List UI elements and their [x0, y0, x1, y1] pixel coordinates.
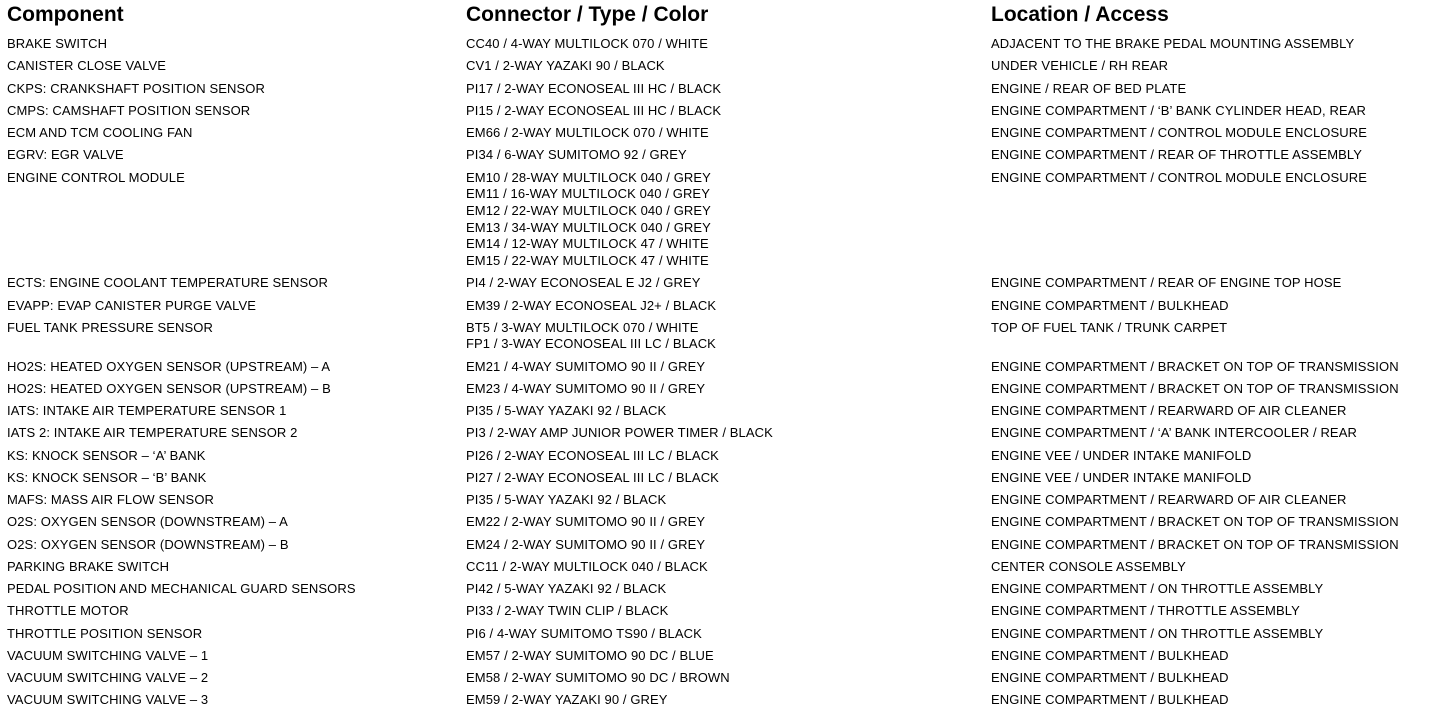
connector-line: EM24 / 2-WAY SUMITOMO 90 II / GREY: [466, 536, 706, 552]
connector-line: PI3 / 2-WAY AMP JUNIOR POWER TIMER / BLACK: [466, 425, 773, 441]
connector-line: PI33 / 2-WAY TWIN CLIP / BLACK: [466, 603, 669, 619]
connector-line: EM13 / 34-WAY MULTILOCK 040 / GREY: [466, 219, 711, 235]
component-name: ECTS: ENGINE COOLANT TEMPERATURE SENSOR: [7, 275, 329, 291]
connector-cell: [466, 692, 668, 709]
connector-line: BT5 / 3-WAY MULTILOCK 070 / WHITE: [466, 319, 699, 335]
connector-line: PI4 / 2-WAY ECONOSEAL E J2 / GREY: [466, 275, 701, 291]
location-cell: ENGINE COMPARTMENT / BULKHEAD: [991, 647, 1229, 663]
connector-cell: [466, 648, 714, 665]
connector-line: EM57 / 2-WAY SUMITOMO 90 DC / BLUE: [466, 647, 714, 663]
component-name: VACUUM SWITCHING VALVE – 2: [7, 670, 209, 686]
connector-cell: [466, 320, 716, 353]
connector-line: PI15 / 2-WAY ECONOSEAL III HC / BLACK: [466, 102, 722, 118]
component-name: EGRV: EGR VALVE: [7, 147, 124, 163]
connector-line: PI17 / 2-WAY ECONOSEAL III HC / BLACK: [466, 80, 722, 96]
connector-line: EM22 / 2-WAY SUMITOMO 90 II / GREY: [466, 514, 706, 530]
component-name: CKPS: CRANKSHAFT POSITION SENSOR: [7, 80, 265, 96]
connector-cell: [466, 359, 705, 376]
component-name: PARKING BRAKE SWITCH: [7, 558, 170, 574]
connector-line: PI6 / 4-WAY SUMITOMO TS90 / BLACK: [466, 625, 702, 641]
header-connector: Connector / Type / Color: [466, 3, 709, 26]
connector-cell: [466, 448, 719, 465]
connector-cell: [466, 275, 700, 292]
connector-cell: [466, 514, 705, 531]
connector-line: PI35 / 5-WAY YAZAKI 92 / BLACK: [466, 492, 667, 508]
component-name: IATS: INTAKE AIR TEMPERATURE SENSOR 1: [7, 403, 287, 419]
connector-line: CC11 / 2-WAY MULTILOCK 040 / BLACK: [466, 558, 708, 574]
connector-line: CV1 / 2-WAY YAZAKI 90 / BLACK: [466, 58, 665, 74]
connector-cell: [466, 670, 730, 687]
location-cell: ENGINE COMPARTMENT / BULKHEAD: [991, 670, 1229, 686]
connector-cell: [466, 425, 773, 442]
connector-line: EM21 / 4-WAY SUMITOMO 90 II / GREY: [466, 358, 706, 374]
connector-cell: [466, 581, 666, 598]
location-cell: TOP OF FUEL TANK / TRUNK CARPET: [991, 319, 1228, 335]
component-name: VACUUM SWITCHING VALVE – 3: [7, 692, 209, 708]
connector-line: EM10 / 28-WAY MULTILOCK 040 / GREY: [466, 169, 711, 185]
location-cell: ENGINE VEE / UNDER INTAKE MANIFOLD: [991, 447, 1252, 463]
connector-line: EM66 / 2-WAY MULTILOCK 070 / WHITE: [466, 125, 709, 140]
component-name: O2S: OXYGEN SENSOR (DOWNSTREAM) – A: [7, 514, 288, 530]
connector-line: EM58 / 2-WAY SUMITOMO 90 DC / BROWN: [466, 670, 730, 686]
connector-cell: [466, 298, 716, 315]
location-cell: ENGINE COMPARTMENT / BULKHEAD: [991, 297, 1229, 313]
component-name: PEDAL POSITION AND MECHANICAL GUARD SENSORS: [7, 581, 356, 597]
component-name: THROTTLE MOTOR: [7, 603, 129, 619]
connector-line: EM11 / 16-WAY MULTILOCK 040 / GREY: [466, 186, 710, 202]
connector-line: PI27 / 2-WAY ECONOSEAL III LC / BLACK: [466, 469, 719, 485]
component-name: CMPS: CAMSHAFT POSITION SENSOR: [7, 102, 251, 118]
component-name: EVAPP: EVAP CANISTER PURGE VALVE: [7, 297, 257, 313]
header-component: Component: [7, 3, 124, 26]
connector-cell: [466, 492, 666, 509]
location-cell: ENGINE COMPARTMENT / REARWARD OF AIR CLEANER: [991, 403, 1347, 419]
component-name: ENGINE CONTROL MODULE: [7, 169, 185, 185]
connector-line: PI26 / 2-WAY ECONOSEAL III LC / BLACK: [466, 447, 719, 463]
component-name: CANISTER CLOSE VALVE: [7, 58, 167, 74]
connector-line: EM15 / 22-WAY MULTILOCK 47 / WHITE: [466, 253, 709, 269]
connector-cell: [466, 381, 705, 398]
connector-line: EM14 / 12-WAY MULTILOCK 47 / WHITE: [466, 236, 709, 252]
connector-line: EM59 / 2-WAY YAZAKI 90 / GREY: [466, 692, 668, 708]
location-cell: ENGINE COMPARTMENT / BRACKET ON TOP OF TRANSMISSION: [991, 536, 1399, 552]
location-cell: ENGINE VEE / UNDER INTAKE MANIFOLD: [991, 469, 1252, 485]
connector-cell: [466, 603, 668, 620]
component-name: HO2S: HEATED OXYGEN SENSOR (UPSTREAM) – B: [7, 380, 331, 396]
location-cell: ENGINE COMPARTMENT / THROTTLE ASSEMBLY: [991, 603, 1300, 619]
connector-line: PI35 / 5-WAY YAZAKI 92 / BLACK: [466, 403, 667, 419]
location-cell: CENTER CONSOLE ASSEMBLY: [991, 558, 1186, 574]
connector-cell: [466, 626, 702, 643]
component-name: O2S: OXYGEN SENSOR (DOWNSTREAM) – B: [7, 536, 289, 552]
component-name: THROTTLE POSITION SENSOR: [7, 625, 203, 641]
connector-line: EM12 / 22-WAY MULTILOCK 040 / GREY: [466, 202, 711, 218]
connector-cell: [466, 58, 665, 75]
connector-cell: [466, 36, 708, 53]
location-cell: ENGINE / REAR OF BED PLATE: [991, 80, 1187, 96]
connector-line: PI34 / 6-WAY SUMITOMO 92 / GREY: [466, 147, 687, 163]
connector-line: EM39 / 2-WAY ECONOSEAL J2+ / BLACK: [466, 297, 717, 313]
location-cell: ENGINE COMPARTMENT / BRACKET ON TOP OF TRANSMISSION: [991, 380, 1399, 396]
component-name: KS: KNOCK SENSOR – ‘A’ BANK: [7, 447, 206, 463]
component-name: FUEL TANK PRESSURE SENSOR: [7, 319, 213, 335]
component-name: HO2S: HEATED OXYGEN SENSOR (UPSTREAM) – A: [7, 358, 331, 374]
connector-line: FP1 / 3-WAY ECONOSEAL III LC / BLACK: [466, 336, 716, 352]
location-cell: ENGINE COMPARTMENT / BRACKET ON TOP OF TRANSMISSION: [991, 358, 1399, 374]
location-cell: ENGINE COMPARTMENT / REAR OF ENGINE TOP HOSE: [991, 275, 1342, 291]
component-name: ECM AND TCM COOLING FAN: [7, 125, 193, 140]
connector-line: EM23 / 4-WAY SUMITOMO 90 II / GREY: [466, 380, 706, 396]
location-cell: ENGINE COMPARTMENT / ON THROTTLE ASSEMBLY: [991, 581, 1324, 597]
connector-cell: [466, 103, 721, 120]
connector-cell: [466, 147, 687, 164]
location-cell: ADJACENT TO THE BRAKE PEDAL MOUNTING ASSEMBLY: [991, 36, 1355, 51]
connector-cell: [466, 125, 709, 142]
location-cell: ENGINE COMPARTMENT / ON THROTTLE ASSEMBLY: [991, 625, 1324, 641]
connector-cell: [466, 559, 708, 576]
location-cell: ENGINE COMPARTMENT / CONTROL MODULE ENCLOSURE: [991, 125, 1368, 140]
connector-line: PI42 / 5-WAY YAZAKI 92 / BLACK: [466, 581, 667, 597]
connector-cell: [466, 403, 666, 420]
component-name: IATS 2: INTAKE AIR TEMPERATURE SENSOR 2: [7, 425, 298, 441]
location-cell: ENGINE COMPARTMENT / BRACKET ON TOP OF TRANSMISSION: [991, 514, 1399, 530]
component-name: KS: KNOCK SENSOR – ‘B’ BANK: [7, 469, 207, 485]
location-cell: ENGINE COMPARTMENT / REARWARD OF AIR CLEANER: [991, 492, 1347, 508]
location-cell: ENGINE COMPARTMENT / BULKHEAD: [991, 692, 1229, 708]
connector-cell: [466, 470, 719, 487]
connector-cell: [466, 81, 721, 98]
connector-line: CC40 / 4-WAY MULTILOCK 070 / WHITE: [466, 36, 709, 51]
location-cell: UNDER VEHICLE / RH REAR: [991, 58, 1169, 74]
component-name: MAFS: MASS AIR FLOW SENSOR: [7, 492, 215, 508]
location-cell: ENGINE COMPARTMENT / CONTROL MODULE ENCLOSURE: [991, 169, 1368, 185]
header-location: Location / Access: [991, 3, 1169, 26]
connector-cell: [466, 537, 705, 554]
component-name: VACUUM SWITCHING VALVE – 1: [7, 647, 209, 663]
location-cell: ENGINE COMPARTMENT / ‘A’ BANK INTERCOOLER / REAR: [991, 425, 1357, 441]
location-cell: ENGINE COMPARTMENT / ‘B’ BANK CYLINDER HEAD, REAR: [991, 102, 1366, 118]
connector-cell: [466, 170, 711, 270]
location-cell: ENGINE COMPARTMENT / REAR OF THROTTLE ASSEMBLY: [991, 147, 1363, 163]
component-name: BRAKE SWITCH: [7, 36, 108, 51]
